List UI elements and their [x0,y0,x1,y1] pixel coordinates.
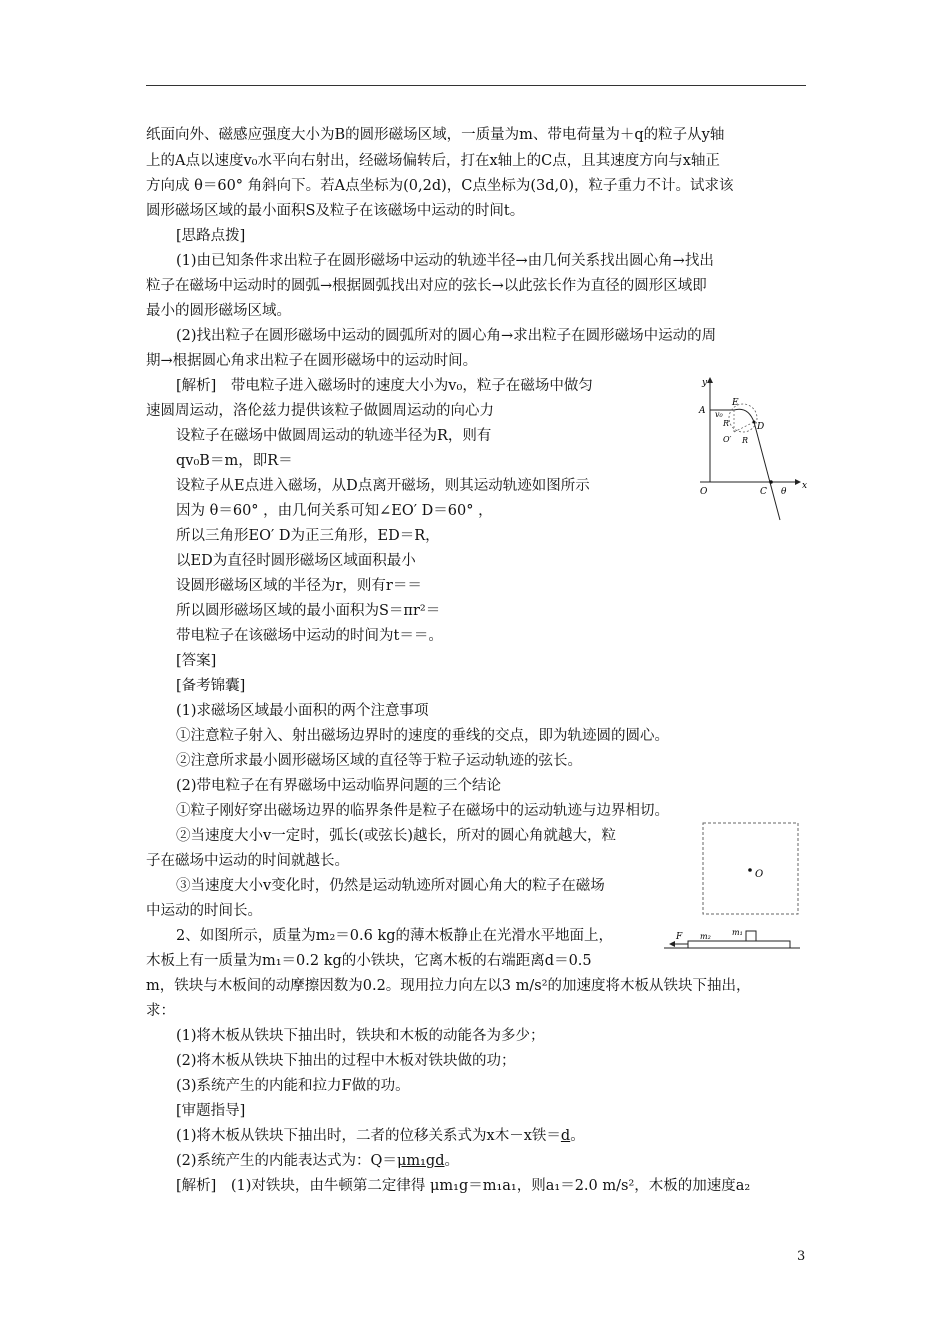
field-box-figure [702,822,800,917]
header-rule [146,85,806,86]
label-m2: m₂ [700,932,711,941]
text-line [176,1127,585,1145]
label-v0: v₀ [715,410,723,419]
text-line-tail: 。 [570,1128,585,1144]
text-line: 设粒子从E点进入磁场，从D点离开磁场，则其运动轨迹如图所示 [176,478,590,494]
text-line: 纸面向外、磁感应强度大小为B的圆形磁场区域，一质量为m、带电荷量为＋q的粒子从y轴 [146,127,725,143]
text-line: (1)求磁场区域最小面积的两个注意事项 [176,703,429,719]
text-line: (1)将木板从铁块下抽出时，铁块和木板的动能各为多少； [176,1028,545,1044]
text-line: 所以圆形磁场区域的最小面积为S＝πr²＝ [176,603,441,619]
text-line: ②注意所求最小圆形磁场区域的直径等于粒子运动轨迹的弦长。 [176,753,582,769]
label-theta: θ [781,487,787,497]
text-line: ②当速度大小v一定时，弧长(或弦长)越长，所对的圆心角就越大，粒 [176,828,617,844]
text-line: ③当速度大小v变化时，仍然是运动轨迹所对圆心角大的粒子在磁场 [176,878,605,894]
label-R: R [723,419,730,428]
label-y: y [702,378,708,388]
underlined-answer: d [560,1128,571,1144]
iron-block [746,931,756,941]
text-line: ①粒子刚好穿出磁场边界的临界条件是粒子在磁场中的运动轨迹与边界相切。 [176,803,669,819]
label-C: C [760,487,767,497]
text-line [176,1152,459,1170]
text-line: (2)带电粒子在有界磁场中运动临界问题的三个结论 [176,778,502,794]
text-line-lead: (2)系统产生的内能表达式为：Q＝ [176,1153,397,1169]
text-line-tail: 。 [444,1153,459,1169]
text-line: [解析] 带电粒子进入磁场时的速度大小为v₀，粒子在磁场中做匀 [176,378,593,394]
text-line: 设圆形磁场区域的半径为r，则有r＝＝ [176,578,422,594]
text-line: qv₀B＝m，即R＝ [176,453,293,469]
board-block-figure [662,924,802,952]
text-line: 上的A点以速度v₀水平向右射出，经磁场偏转后，打在x轴上的C点，且其速度方向与x轴正 [146,153,720,169]
text-line: 最小的圆形磁场区域。 [146,303,291,319]
text-line: 以ED为直径时圆形磁场区域面积最小 [176,553,416,569]
text-line: 圆形磁场区域的最小面积S及粒子在该磁场中运动的时间t。 [146,203,525,219]
label-A: A [699,406,706,416]
trajectory-arc [734,409,754,422]
text-line: 求： [146,1003,175,1019]
exit-line [754,422,780,520]
text-line: 所以三角形EO′ D为正三角形，ED＝R， [176,528,440,544]
text-line: 粒子在磁场中运动时的圆弧→根据圆弧找出对应的弦长→以此弦长作为直径的圆形区域即 [146,278,707,294]
label-D: D [757,422,765,432]
label-E: E [732,398,739,408]
text-line: 因为 θ＝60° ，由几何关系可知∠EO′ D＝60° ， [176,503,493,519]
page-number: 3 [797,1249,806,1264]
label-F: F [676,932,683,942]
center-dot [748,868,752,872]
text-line: 设粒子在磁场中做圆周运动的轨迹半径为R，则有 [176,428,492,444]
text-line: (3)系统产生的内能和拉力F做的功。 [176,1078,410,1094]
trajectory-figure [690,370,815,525]
label-R: R [742,436,749,445]
label-x: x [802,481,808,491]
text-line: 方向成 θ＝60° 角斜向下。若A点坐标为(0,2d)，C点坐标为(3d,0)，粒子重力不计。试求该 [146,178,734,194]
text-line: [审题指导] [176,1103,246,1119]
text-line: (1)由已知条件求出粒子在圆形磁场中运动的轨迹半径→由几何关系找出圆心角→找出 [176,253,714,269]
label-O-prime: O′ [723,435,732,444]
text-line: 中运动的时间长。 [146,903,262,919]
text-line: m，铁块与木板间的动摩擦因数为0.2。现用拉力向左以3 m/s²的加速度将木板从铁块下抽出， [146,978,751,994]
text-line: [解析] (1)对铁块，由牛顿第二定律得 μm₁g＝m₁a₁，则a₁＝2.0 m/s²，木板的加速度a₂ [176,1178,751,1194]
underlined-answer: μm₁gd [396,1153,445,1169]
text-line: 2、如图所示，质量为m₂＝0.6 kg的薄木板静止在光滑水平地面上， [176,928,614,944]
point-C [769,480,773,484]
point-D [753,421,756,424]
text-line: ①注意粒子射入、射出磁场边界时的速度的垂线的交点，即为轨迹圆的圆心。 [176,728,669,744]
text-line: (2)找出粒子在圆形磁场中运动的圆弧所对的圆心角→求出粒子在圆形磁场中运动的周 [176,328,717,344]
text-line: 速圆周运动，洛伦兹力提供该粒子做圆周运动的向心力 [146,403,494,419]
label-O: O [755,869,764,880]
label-O: O [700,487,708,497]
label-m1: m₁ [732,928,743,937]
text-line: [思路点拨] [176,228,246,244]
text-line: 木板上有一质量为m₁＝0.2 kg的小铁块，它离木板的右端距离d＝0.5 [146,953,592,969]
text-line: [答案] [176,653,217,669]
text-line-lead: (1)将木板从铁块下抽出时，二者的位移关系式为x木－x铁＝ [176,1128,561,1144]
text-line: (2)将木板从铁块下抽出的过程中木板对铁块做的功； [176,1053,516,1069]
text-line: 子在磁场中运动的时间就越长。 [146,853,349,869]
board [688,941,790,948]
text-line: 带电粒子在该磁场中运动的时间为t＝＝。 [176,628,443,644]
text-line: 期→根据圆心角求出粒子在圆形磁场中的运动时间。 [146,353,478,369]
text-line: [备考锦囊] [176,678,246,694]
